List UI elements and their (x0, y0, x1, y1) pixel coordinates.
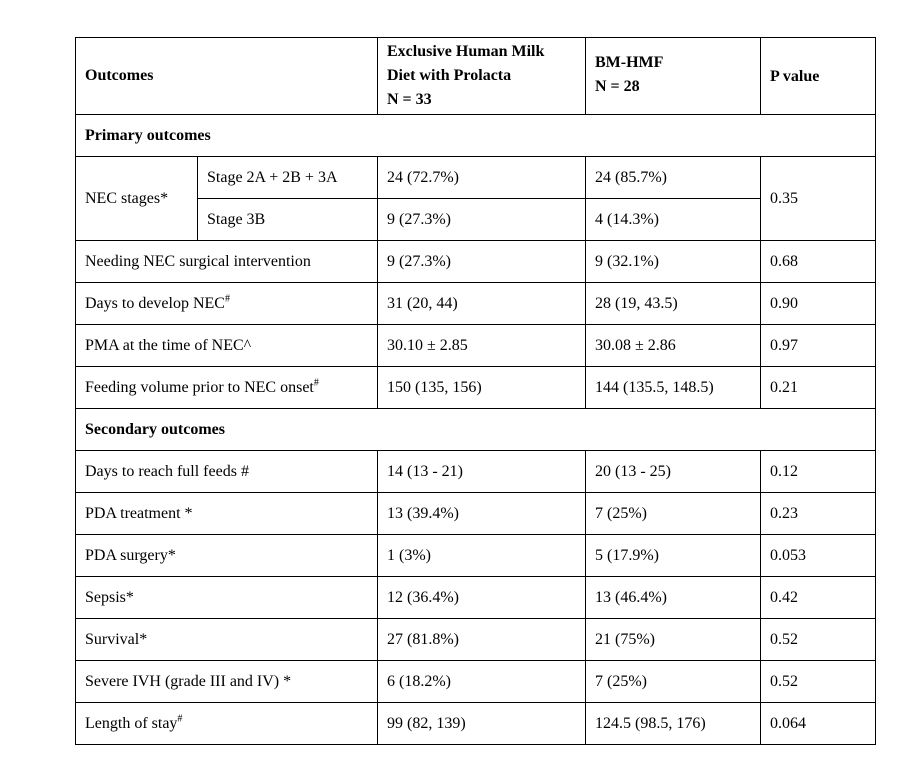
ehm-value: 14 (13 - 21) (378, 451, 586, 493)
table-row (76, 535, 876, 577)
table-body (76, 38, 876, 745)
outcome-label-text: Days to develop NEC (85, 294, 225, 312)
ehm-value: 30.10 ± 2.85 (378, 325, 586, 367)
nec-stage-ehm: 9 (27.3%) (378, 199, 586, 241)
outcome-label (76, 577, 378, 619)
p-value: 0.064 (761, 703, 876, 745)
bm-value: 21 (75%) (586, 619, 761, 661)
nec-stage-ehm: 24 (72.7%) (378, 157, 586, 199)
outcome-label-text: PDA treatment * (85, 504, 193, 522)
ehm-value: 9 (27.3%) (378, 241, 586, 283)
outcome-label (76, 493, 378, 535)
header-bm (586, 38, 761, 115)
ehm-value: 1 (3%) (378, 535, 586, 577)
header-outcomes: Outcomes (76, 38, 378, 115)
ehm-value: 12 (36.4%) (378, 577, 586, 619)
outcome-label (76, 661, 378, 703)
ehm-value: 150 (135, 156) (378, 367, 586, 409)
outcomes-table (75, 37, 876, 745)
header-ehm-n: N = 33 (387, 91, 432, 108)
bm-value: 124.5 (98.5, 176) (586, 703, 761, 745)
p-value: 0.42 (761, 577, 876, 619)
outcome-label-text: Sepsis* (85, 588, 134, 606)
outcome-label (76, 283, 378, 325)
p-value: 0.12 (761, 451, 876, 493)
nec-stage-bm: 4 (14.3%) (586, 199, 761, 241)
table-row (76, 283, 876, 325)
table-row (76, 661, 876, 703)
section-row-primary (76, 115, 876, 157)
ehm-value: 99 (82, 139) (378, 703, 586, 745)
outcome-label-text: Length of stay (85, 714, 178, 732)
ehm-value: 13 (39.4%) (378, 493, 586, 535)
bm-value: 7 (25%) (586, 493, 761, 535)
table-row (76, 493, 876, 535)
header-ehm-line1: Exclusive Human Milk (387, 43, 545, 60)
ehm-value: 27 (81.8%) (378, 619, 586, 661)
p-value: 0.053 (761, 535, 876, 577)
p-value: 0.52 (761, 661, 876, 703)
header-p-value: P value (761, 38, 876, 115)
bm-value: 13 (46.4%) (586, 577, 761, 619)
outcome-label-text: Severe IVH (grade III and IV) * (85, 672, 292, 690)
header-row (76, 38, 876, 115)
p-value: 0.68 (761, 241, 876, 283)
p-value: 0.21 (761, 367, 876, 409)
nec-stage-name: Stage 3B (198, 199, 378, 241)
p-value: 0.52 (761, 619, 876, 661)
outcome-label-text: Feeding volume prior to NEC onset (85, 378, 314, 396)
outcome-label-text: Survival* (85, 630, 148, 648)
table-row (76, 241, 876, 283)
table-row (76, 619, 876, 661)
outcome-label-text: PDA surgery* (85, 546, 176, 564)
nec-stages-label: NEC stages* (76, 157, 198, 241)
outcome-label (76, 451, 378, 493)
footnote-mark: # (177, 713, 183, 725)
table-row (76, 367, 876, 409)
outcome-label-text: Needing NEC surgical intervention (85, 252, 311, 270)
bm-value: 9 (32.1%) (586, 241, 761, 283)
outcome-label (76, 241, 378, 283)
outcome-label (76, 703, 378, 745)
table-row (76, 703, 876, 745)
table-row (76, 451, 876, 493)
table-row (76, 325, 876, 367)
outcome-label (76, 535, 378, 577)
bm-value: 28 (19, 43.5) (586, 283, 761, 325)
header-ehm (378, 38, 586, 115)
ehm-value: 31 (20, 44) (378, 283, 586, 325)
p-value: 0.97 (761, 325, 876, 367)
outcome-label-text: PMA at the time of NEC^ (85, 336, 252, 354)
nec-stage-name: Stage 2A + 2B + 3A (198, 157, 378, 199)
section-title-primary: Primary outcomes (76, 115, 876, 157)
bm-value: 7 (25%) (586, 661, 761, 703)
header-bm-line1: BM-HMF (595, 54, 664, 71)
ehm-value: 6 (18.2%) (378, 661, 586, 703)
p-value: 0.23 (761, 493, 876, 535)
footnote-mark: # (313, 377, 319, 389)
p-value: 0.90 (761, 283, 876, 325)
bm-value: 30.08 ± 2.86 (586, 325, 761, 367)
outcome-label-text: Days to reach full feeds # (85, 462, 249, 480)
nec-stages-p: 0.35 (761, 157, 876, 241)
bm-value: 20 (13 - 25) (586, 451, 761, 493)
bm-value: 5 (17.9%) (586, 535, 761, 577)
outcome-label (76, 619, 378, 661)
outcome-label (76, 325, 378, 367)
table-row (76, 577, 876, 619)
outcome-label (76, 367, 378, 409)
footnote-mark: # (224, 293, 230, 305)
nec-stage-row-1 (76, 157, 876, 199)
header-ehm-line2: Diet with Prolacta (387, 67, 512, 84)
section-row-secondary (76, 409, 876, 451)
nec-stage-bm: 24 (85.7%) (586, 157, 761, 199)
bm-value: 144 (135.5, 148.5) (586, 367, 761, 409)
section-title-secondary: Secondary outcomes (76, 409, 876, 451)
header-bm-n: N = 28 (595, 78, 640, 95)
